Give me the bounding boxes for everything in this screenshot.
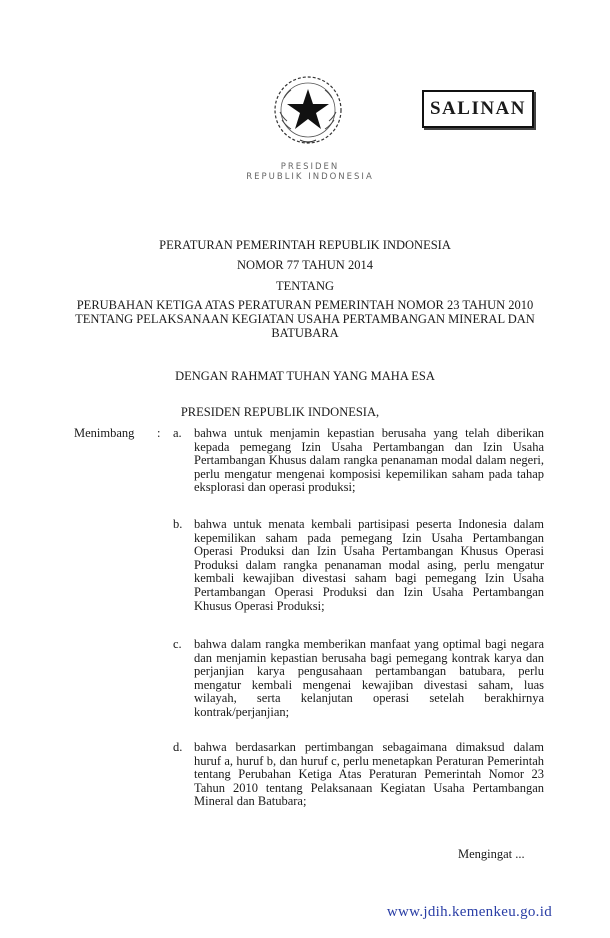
issuer: PRESIDEN REPUBLIK INDONESIA, xyxy=(180,405,380,419)
considering-marker-b: b. xyxy=(173,517,183,531)
considering-item-c: bahwa dalam rangka memberikan manfaat yang optimal bagi negara dan menjamin kepastian berusaha bagi pemegang kontrak karya dan perjanjian karya pengusahaan pertambangan batubara, perlu mengatur kembali mengenai kewajiban divestasi saham, luas wilayah, serta kelanjutan operasi setelah berakhirnya kontrak/perjanjian; xyxy=(194,637,544,719)
considering-marker-a: a. xyxy=(173,426,182,440)
regulation-number: NOMOR 77 TAHUN 2014 xyxy=(237,258,373,272)
invocation: DENGAN RAHMAT TUHAN YANG MAHA ESA xyxy=(175,369,435,383)
considering-label: Menimbang xyxy=(74,426,135,440)
footer-website-link[interactable]: www.jdih.kemenkeu.go.id xyxy=(386,904,552,920)
emblem-caption-line1: PRESIDEN xyxy=(280,162,340,172)
considering-item-a: bahwa untuk menjamin kepastian berusaha yang telah diberikan kepada pemegang Izin Usaha Pertambangan dan Izin Usaha Pertambangan Khusus dalam rangka penanaman modal dalam negeri, perlu mengatur mengenai komposisi kepemilikan saham pada tahap eksplorasi dan operasi produksi; xyxy=(194,426,544,495)
salinan-stamp: SALINAN xyxy=(422,90,534,128)
regulation-title: PERATURAN PEMERINTAH REPUBLIK INDONESIA xyxy=(159,238,451,252)
considering-marker-d: d. xyxy=(173,740,183,754)
emblem-caption-line2: REPUBLIK INDONESIA xyxy=(246,172,374,182)
considering-colon: : xyxy=(157,426,161,440)
presidential-emblem-icon xyxy=(270,72,346,148)
considering-marker-c: c. xyxy=(173,637,182,651)
regulation-tentang: TENTANG xyxy=(275,279,334,293)
considering-item-d: bahwa berdasarkan pertimbangan sebagaimana dimaksud dalam huruf a, huruf b, dan huruf c, perlu menetapkan Peraturan Pemerintah tentang Perubahan Ketiga Atas Peraturan Pemerintah Nomor 23 Tahun 2010 tentang Pelaksanaan Kegiatan Usaha Pertambangan Mineral dan Batubara; xyxy=(194,740,544,809)
considering-item-b: bahwa untuk menata kembali partisipasi peserta Indonesia dalam kepemilikan saham pada pemegang Izin Usaha Pertambangan Operasi Produksi dan Izin Usaha Pertambangan Khusus Operasi Produksi dalam rangka penanaman modal asing, perlu mengatur kembali kewajiban divestasi saham bagi pemegang Izin Usaha Pertambangan Operasi Produksi dan Izin Usaha Pertambangan Khusus Operasi Produksi; xyxy=(194,517,544,613)
next-page-hint: Mengingat ... xyxy=(458,847,525,861)
regulation-subject: PERUBAHAN KETIGA ATAS PERATURAN PEMERINTAH NOMOR 23 TAHUN 2010 TENTANG PELAKSANAAN KEGIATAN USAHA PERTAMBANGAN MINERAL DAN BATUBARA xyxy=(75,298,535,340)
